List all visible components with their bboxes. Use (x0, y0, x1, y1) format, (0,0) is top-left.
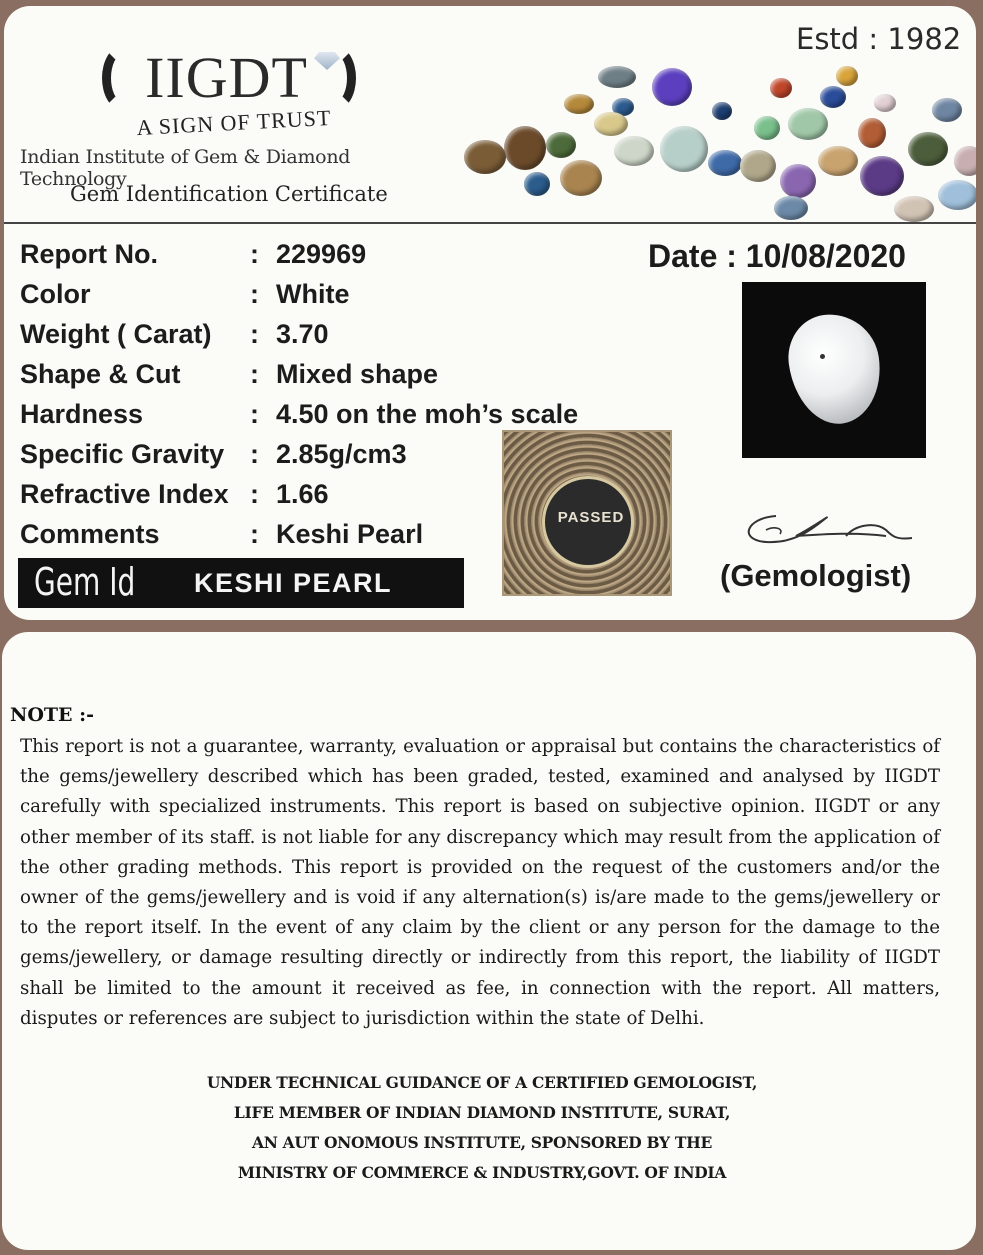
established-year: Estd : 1982 (796, 22, 962, 56)
gemologist-label: (Gemologist) (720, 558, 912, 593)
footer-text (202, 1068, 762, 1188)
color-value: White (276, 279, 350, 309)
footer-line: UNDER TECHNICAL GUIDANCE OF A CERTIFIED GEMOLOGIST, (206, 1073, 758, 1092)
shape-value: Mixed shape (276, 359, 439, 389)
certificate-back-card (2, 632, 976, 1250)
gemstones-image (464, 46, 976, 226)
hologram-seal (542, 476, 634, 568)
gem-id-label: Gem Id (34, 560, 136, 604)
comments-value: Keshi Pearl (276, 519, 424, 549)
weight-value: 3.70 (276, 319, 329, 349)
hardness-value: 4.50 on the moh’s scale (276, 399, 579, 429)
hologram-sticker (502, 430, 672, 596)
refractive-index-value: 1.66 (276, 479, 329, 509)
footer-line: AN AUT ONOMOUS INSTITUTE, SPONSORED BY THE (251, 1133, 713, 1152)
gem-id-bar (18, 558, 464, 608)
certificate-title: Gem Identification Certificate (70, 182, 388, 206)
report-no-value: 229969 (276, 239, 367, 269)
institute-name: Indian Institute of Gem & Diamond Technology (20, 146, 351, 190)
pearl-drill-hole (820, 354, 825, 359)
logo-right-bracket (316, 46, 356, 110)
tagline: A SIGN OF TRUST (135, 104, 332, 141)
logo-text: IIGDT (145, 45, 308, 110)
footer-line: LIFE MEMBER OF INDIAN DIAMOND INSTITUTE, SURAT, (233, 1103, 731, 1122)
hologram-text: PASSED (557, 509, 625, 526)
report-date: Date : 10/08/2020 (648, 238, 906, 274)
gemologist-signature (736, 496, 926, 566)
pearl-image (783, 308, 887, 429)
certificate-front-card: IIGDT A SIGN OF TRUST Indian Institute of Gem & Diamond Technology Gem Identification Certificate Estd : 1982 Report No. : 229969 Color : White Weight ( Carat) : 3.70 Shape & Cut : Mixed shape Hardness : 4.50 on the moh’s scale Specific Gravity : 2.85g/cm3 Refractive Index : 1.66 Comments : Keshi Pearl Date : 10/08/2020 PASSED (Gemologist) Gem Id KESHI PEARL (4, 6, 976, 620)
gem-id-value: KESHI PEARL (194, 568, 393, 598)
gem-photo (742, 282, 926, 458)
specific-gravity-value: 2.85g/cm3 (276, 439, 407, 469)
header-divider (4, 222, 976, 224)
footer-line: MINISTRY OF COMMERCE & INDUSTRY,GOVT. OF INDIA (237, 1163, 727, 1182)
note-body: This report is not a guarantee, warranty, evaluation or appraisal but contains the characteristics of the gems/jewellery described which has been graded, tested, examined and analysed by IIGDT carefully with specialized instruments. This report is based on subjective opinion. IIGDT or any other member of its staff. is not liable for any discrepancy which may result from the application of the other grading methods. This report is provided on the request of the customers and/or the owner of the gems/jewellery and is void if any alternation(s) is/are made to the gems/jewellery or to the report itself. In the event of any claim by the client or any person for the damage to the gems/jewellery, or damage resulting directly or indirectly from this report, the liability of IIGDT shall be limited to the amount it received as fee, in connection with the report. All matters, disputes or references are subject to jurisdiction within the state of Delhi. (20, 736, 940, 1029)
note-heading: NOTE :- (10, 704, 95, 726)
